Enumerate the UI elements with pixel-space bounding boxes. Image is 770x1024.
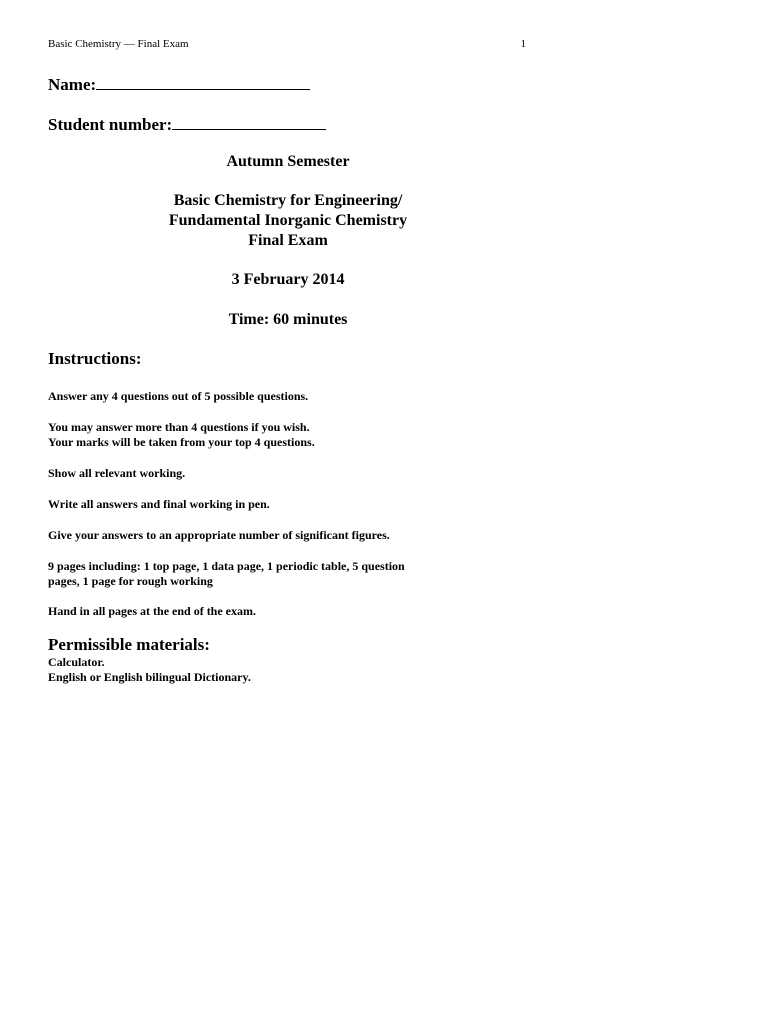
instruction-item: Write all answers and final working in pen. <box>48 497 270 511</box>
student-number-label: Student number: <box>48 115 173 134</box>
instruction-item: Answer any 4 questions out of 5 possible questions. <box>48 389 309 403</box>
instruction-item: pages, 1 page for rough working <box>48 574 213 588</box>
instruction-item: Hand in all pages at the end of the exam. <box>48 604 257 618</box>
semester-title: Autumn Semester <box>226 153 350 170</box>
running-header <box>48 38 528 54</box>
materials-heading: Permissible materials: <box>48 635 210 654</box>
instruction-item: 9 pages including: 1 top page, 1 data page, 1 periodic table, 5 question <box>48 559 405 573</box>
course-title-line-3: Final Exam <box>248 232 328 249</box>
exam-time: Time: 60 minutes <box>228 311 348 328</box>
name-field[interactable] <box>48 73 310 95</box>
running-title: Basic Chemistry — Final Exam <box>48 38 189 50</box>
student-number-blank-line[interactable] <box>172 113 326 130</box>
student-number-field[interactable] <box>48 113 326 135</box>
instruction-item: You may answer more than 4 questions if you wish. <box>48 420 310 434</box>
instruction-item: Show all relevant working. <box>48 466 186 480</box>
name-blank-line[interactable] <box>96 73 310 90</box>
instruction-item: Give your answers to an appropriate number of significant figures. <box>48 528 390 542</box>
course-title-line-1: Basic Chemistry for Engineering/ <box>173 192 403 209</box>
name-label: Name: <box>48 75 97 94</box>
material-item: Calculator. <box>48 655 105 669</box>
material-item: English or English bilingual Dictionary. <box>48 670 251 684</box>
exam-date: 3 February 2014 <box>231 271 345 288</box>
course-title-line-2: Fundamental Inorganic Chemistry <box>168 212 408 229</box>
instructions-heading: Instructions: <box>48 349 142 368</box>
instruction-item: Your marks will be taken from your top 4 questions. <box>48 435 315 449</box>
page-number: 1 <box>520 38 526 50</box>
